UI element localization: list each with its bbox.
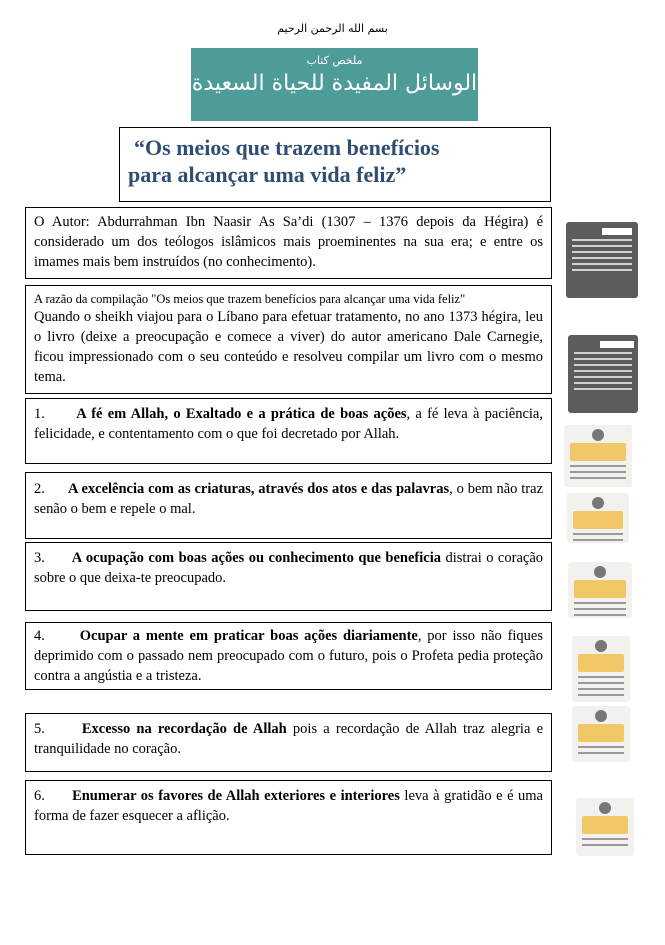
banner-title: الوسائل المفيدة للحياة السعيدة [191,71,478,96]
author-text: O Autor: Abdurrahman Ibn Naasir As Sa’di (1307 – 1376 depois da Hégira) é considerado um dos teólogos islâmicos mais proeminentes na sua era; e entre os imames mais bem instruídos (no conhecimento). [34,214,543,270]
author-infographic-thumbnail [566,222,638,298]
point-number: 1. [34,406,45,422]
point-6-infographic-thumbnail [576,798,634,856]
point-text: pois a recordação de Allah traz alegria e tranquilidade no coração. [34,721,544,757]
reason-infographic-thumbnail [568,335,638,413]
point-text: , o bem não traz senão o bem e repele o mal. [34,481,544,517]
point-number: 2. [34,481,45,497]
reason-box [25,285,552,394]
title-line-2: para alcançar uma vida feliz” [128,162,407,187]
reason-heading: A razão da compilação "Os meios que trazem benefícios para alcançar uma vida feliz" [34,292,466,306]
point-title: A ocupação com boas ações ou conhecimento que beneficia [71,550,442,566]
point-text: leva à gratidão e é uma forma de fazer esquecer a aflição. [34,788,543,824]
basmala: بسم الله الرحمن الرحيم [277,22,388,35]
point-number: 6. [34,788,45,804]
point-1-infographic-thumbnail [564,425,632,487]
point-number: 5. [34,721,45,737]
point-4-infographic-thumbnail [572,636,630,702]
point-3-infographic-thumbnail [568,562,632,618]
title-box [119,127,551,202]
point-6 [25,780,552,855]
point-number: 3. [34,550,45,566]
point-5 [25,713,552,772]
point-title: A fé em Allah, o Exaltado e a prática de boas ações [76,406,407,422]
point-text: , por isso não fiques deprimido com o passado nem preocupado com o futuro, pois o Profeta pedia proteção contra a angústia e a tristeza. [34,628,544,684]
point-text: distrai o coração sobre o que deixa-te preocupado. [34,550,544,586]
point-2 [25,472,552,539]
point-2-infographic-thumbnail [567,493,629,543]
author-box [25,207,552,279]
point-number: 4. [34,628,45,644]
point-3 [25,542,552,611]
page-title [128,134,542,188]
point-title: Enumerar os favores de Allah exteriores e interiores [72,788,400,804]
reason-text: Quando o sheikh viajou para o Líbano para efetuar tratamento, no ano 1373 hégira, leu o livro (deixe a preocupação e comece a viver) do autor americano Dale Carnegie, ficou impressionado com o seu conteúdo e resolveu compilar um livro com o mesmo tema. [34,309,543,385]
point-1 [25,398,552,464]
point-5-infographic-thumbnail [572,706,630,762]
book-title-banner [191,48,478,121]
point-title: A excelência com as criaturas, através dos atos e das palavras [67,481,450,497]
point-title: Excesso na recordação de Allah [81,721,287,737]
banner-subtitle: ملخص كتاب [306,54,363,67]
point-4 [25,622,552,690]
point-title: Ocupar a mente em praticar boas ações diariamente [79,628,418,644]
title-line-1: “Os meios que trazem benefícios [134,135,440,160]
point-text: , a fé leva à paciência, felicidade, e contentamento com o que foi decretado por Allah. [34,406,543,442]
